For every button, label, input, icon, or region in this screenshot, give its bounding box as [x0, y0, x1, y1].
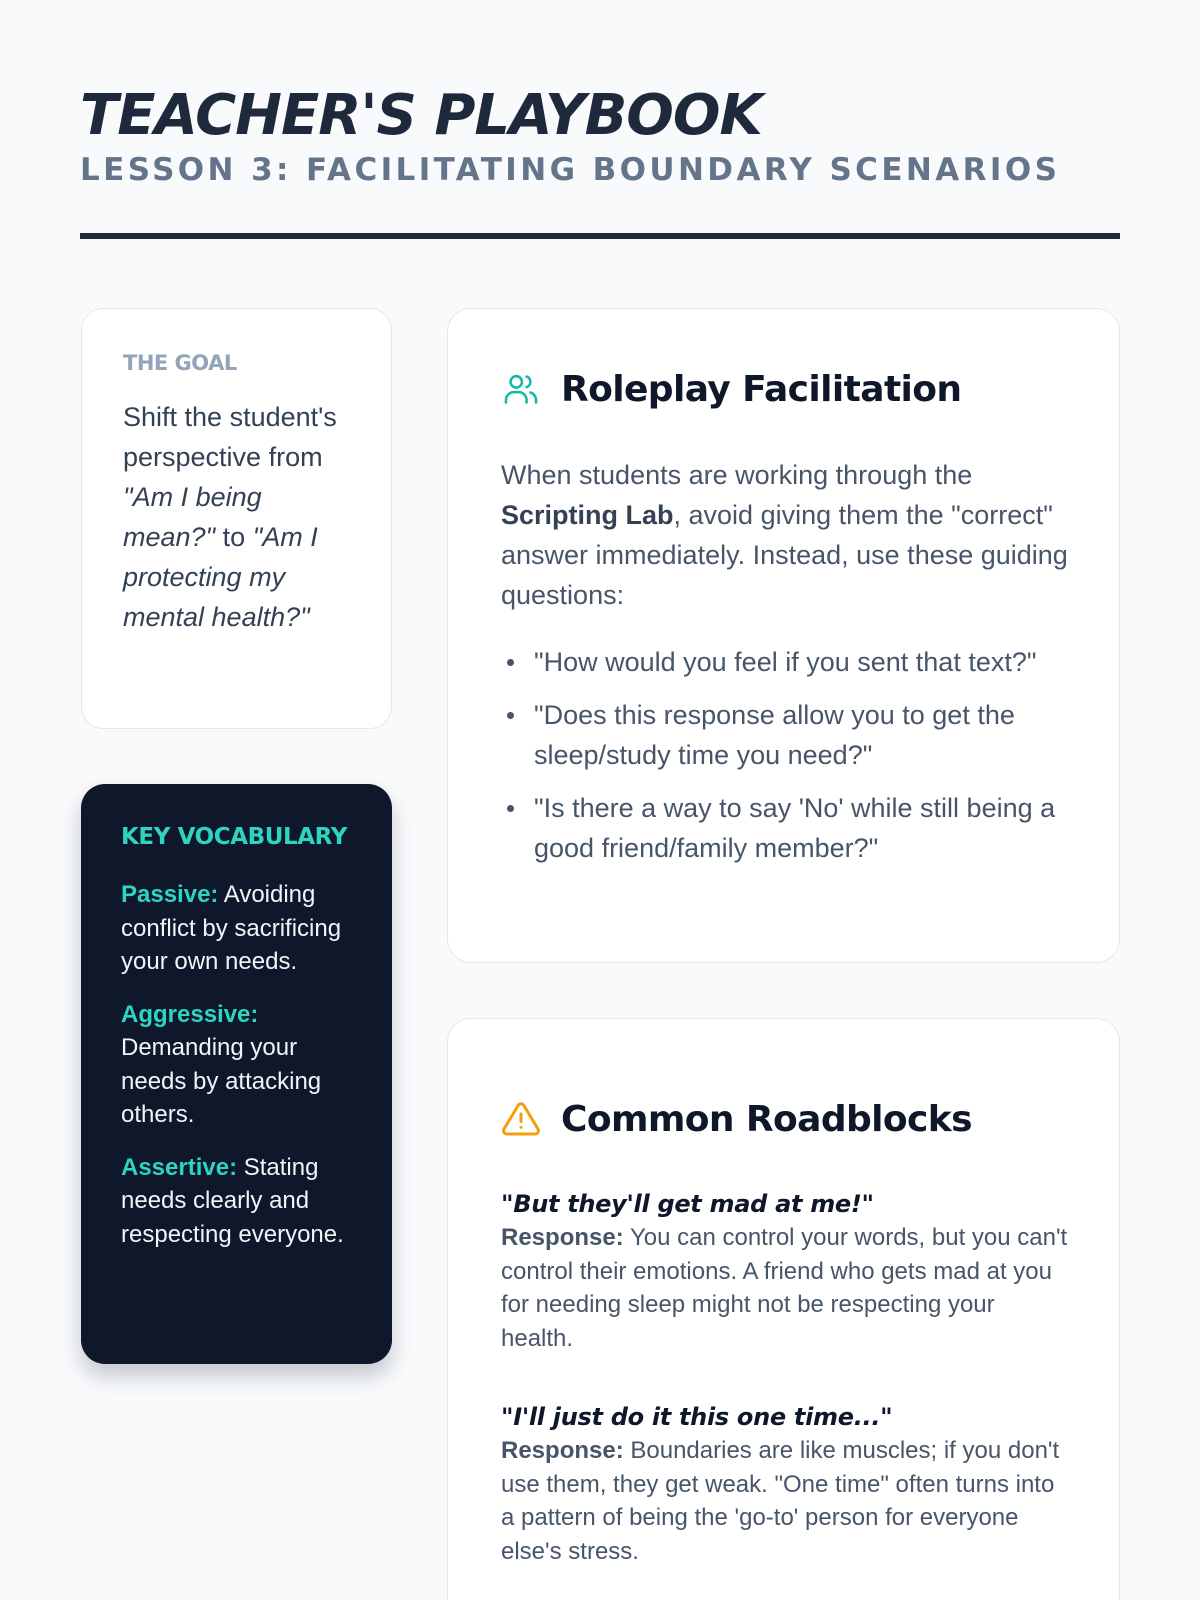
- response-text: Boundaries are like muscles; if you don't use them, they get weak. "One time" often turns into a pattern of being the 'go-to' person for everyone else's stress.: [501, 1437, 1060, 1565]
- goal-text-before: Shift the student's perspective from: [123, 402, 337, 472]
- goal-text: [123, 397, 355, 637]
- guiding-question: "Is there a way to say 'No' while still being a good friend/family member?": [501, 788, 1071, 868]
- vocabulary-item-passive: [121, 878, 356, 979]
- vocabulary-item-aggressive: [121, 998, 356, 1132]
- roadblock-item: [501, 1400, 1071, 1568]
- roleplay-intro-after: , avoid giving them the "correct" answer immediately. Instead, use these guiding questions:: [501, 500, 1068, 610]
- vocabulary-card: [81, 784, 392, 1364]
- roadblocks-card: [447, 1018, 1120, 1600]
- goal-heading: THE GOAL: [123, 351, 237, 375]
- roadblocks-header: [501, 1099, 1071, 1139]
- goal-card: [81, 308, 392, 729]
- vocabulary-heading: KEY VOCABULARY: [121, 824, 347, 850]
- response-label: Response:: [501, 1437, 624, 1464]
- roadblock-quote: "I'll just do it this one time...": [501, 1403, 893, 1431]
- page-header: [80, 82, 1120, 190]
- scripting-lab-label: Scripting Lab: [501, 500, 674, 530]
- roleplay-intro-before: When students are working through the: [501, 460, 973, 490]
- roadblocks-list: [501, 1187, 1071, 1568]
- roadblock-quote: "But they'll get mad at me!": [501, 1190, 874, 1218]
- page-subtitle: LESSON 3: FACILITATING BOUNDARY SCENARIOS: [80, 152, 1061, 188]
- warning-icon: [501, 1099, 541, 1139]
- guiding-question: "Does this response allow you to get the sleep/study time you need?": [501, 695, 1071, 775]
- vocabulary-list: [121, 878, 356, 1251]
- header-divider: [80, 233, 1120, 239]
- users-icon: [501, 369, 541, 409]
- roadblock-response: [501, 1434, 1071, 1568]
- vocabulary-definition: Demanding your needs by attacking others.: [121, 1034, 322, 1128]
- roadblock-response: [501, 1221, 1071, 1355]
- goal-quote-1: "Am I being mean?": [123, 482, 262, 552]
- vocabulary-term: Assertive:: [121, 1153, 238, 1181]
- vocabulary-term: Aggressive:: [121, 1000, 259, 1028]
- vocabulary-definition: Avoiding conflict by sacrificing your own needs.: [121, 881, 342, 975]
- guiding-questions-list: [501, 642, 1071, 868]
- page-title: TEACHER'S PLAYBOOK: [80, 83, 762, 148]
- response-label: Response:: [501, 1224, 624, 1251]
- guiding-question: "How would you feel if you sent that text?": [501, 642, 1071, 682]
- goal-quote-2: "Am I protecting my mental health?": [123, 522, 318, 632]
- roleplay-title: Roleplay Facilitation: [561, 368, 962, 410]
- roadblocks-title: Common Roadblocks: [561, 1098, 972, 1140]
- vocabulary-definition: Stating needs clearly and respecting everyone.: [121, 1153, 344, 1248]
- roleplay-intro: [501, 455, 1071, 615]
- vocabulary-item-assertive: [121, 1151, 356, 1252]
- roleplay-card: [447, 308, 1120, 963]
- vocabulary-term: Passive:: [121, 881, 219, 908]
- response-text: You can control your words, but you can't control their emotions. A friend who gets mad at you for needing sleep might not be respecting your health.: [501, 1224, 1068, 1352]
- goal-text-middle: to: [215, 522, 253, 552]
- roleplay-header: [501, 369, 1071, 409]
- roadblock-item: [501, 1187, 1071, 1355]
